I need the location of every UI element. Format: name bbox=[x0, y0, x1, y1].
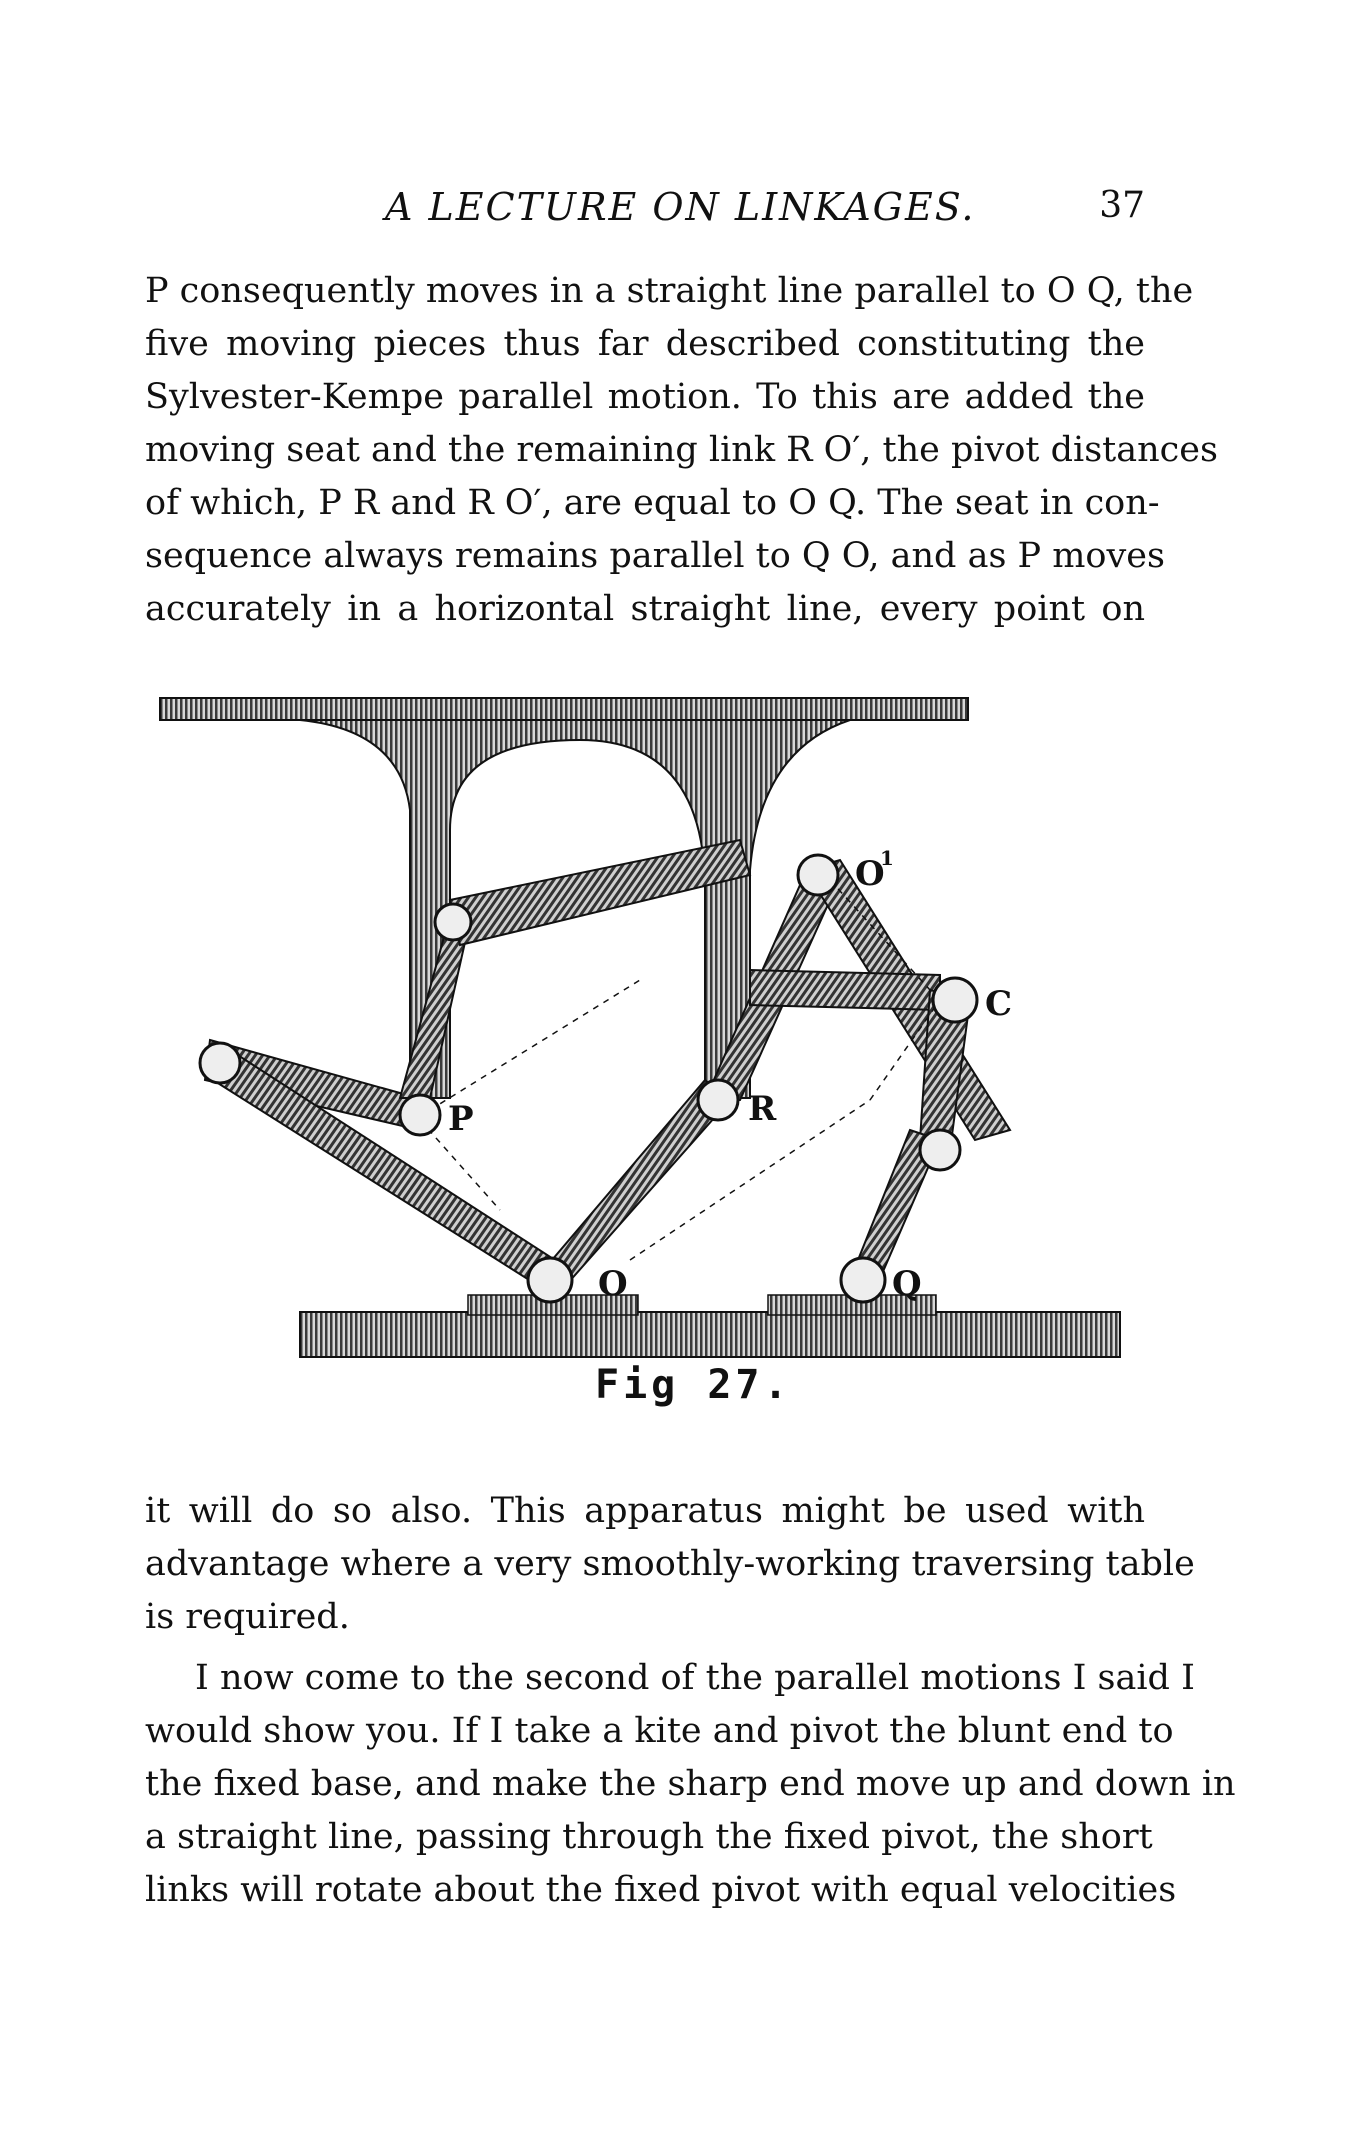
text-line: accurately in a horizontal straight line, every point on bbox=[145, 589, 1145, 629]
label-q: Q bbox=[892, 1264, 922, 1304]
label-o1: O bbox=[855, 854, 885, 894]
paragraph-bottom bbox=[145, 1485, 1236, 1917]
figure-27 bbox=[150, 680, 1150, 1440]
text-line: the fixed base, and make the sharp end move up and down in bbox=[145, 1764, 1236, 1804]
running-title: A LECTURE ON LINKAGES. bbox=[385, 185, 976, 229]
pivot-r bbox=[698, 1080, 738, 1120]
page-number: 37 bbox=[1099, 185, 1145, 226]
text-line: a straight line, passing through the fixed pivot, the short bbox=[145, 1817, 1153, 1857]
text-line: advantage where a very smoothly-working traversing table bbox=[145, 1544, 1195, 1584]
link-p-o bbox=[205, 1050, 555, 1290]
text-line: would show you. If I take a kite and pivot the blunt end to bbox=[145, 1711, 1174, 1751]
figure-caption: Fig 27. bbox=[595, 1362, 792, 1408]
text-line: moving seat and the remaining link R O′, the pivot distances bbox=[145, 430, 1218, 470]
text-line: it will do so also. This apparatus might be used with bbox=[145, 1491, 1145, 1531]
text-line: five moving pieces thus far described constituting the bbox=[145, 324, 1145, 364]
pivot-o bbox=[528, 1258, 572, 1302]
text-line: P consequently moves in a straight line parallel to O Q, the bbox=[145, 271, 1194, 311]
linkage-illustration bbox=[150, 680, 1150, 1440]
text-line: I now come to the second of the parallel motions I said I bbox=[195, 1658, 1195, 1698]
text-line: sequence always remains parallel to Q O, and as P moves bbox=[145, 536, 1165, 576]
label-p: P bbox=[448, 1099, 474, 1139]
text-line: is required. bbox=[145, 1597, 350, 1637]
label-o: O bbox=[598, 1264, 628, 1304]
dashed-line bbox=[430, 980, 640, 1110]
text-line: links will rotate about the fixed pivot with equal velocities bbox=[145, 1870, 1177, 1910]
pivot-upper bbox=[435, 904, 471, 940]
label-c: C bbox=[985, 984, 1013, 1024]
text-line: of which, P R and R O′, are equal to O Q. The seat in con- bbox=[145, 483, 1160, 523]
pivot-q bbox=[841, 1258, 885, 1302]
label-r: R bbox=[748, 1089, 777, 1129]
link-c-bar bbox=[750, 970, 940, 1010]
pivot-lower-right bbox=[920, 1130, 960, 1170]
pivot-c bbox=[933, 978, 977, 1022]
pivot-p bbox=[400, 1095, 440, 1135]
running-head bbox=[150, 185, 1145, 235]
pivot-left bbox=[200, 1043, 240, 1083]
text-line: Sylvester-Kempe parallel motion. To this are added the bbox=[145, 377, 1145, 417]
paragraph-top bbox=[145, 265, 1218, 636]
pivot-o1 bbox=[798, 855, 838, 895]
seat-top bbox=[160, 698, 968, 720]
label-o1-sup: 1 bbox=[880, 846, 894, 870]
fixed-base bbox=[300, 1312, 1120, 1357]
